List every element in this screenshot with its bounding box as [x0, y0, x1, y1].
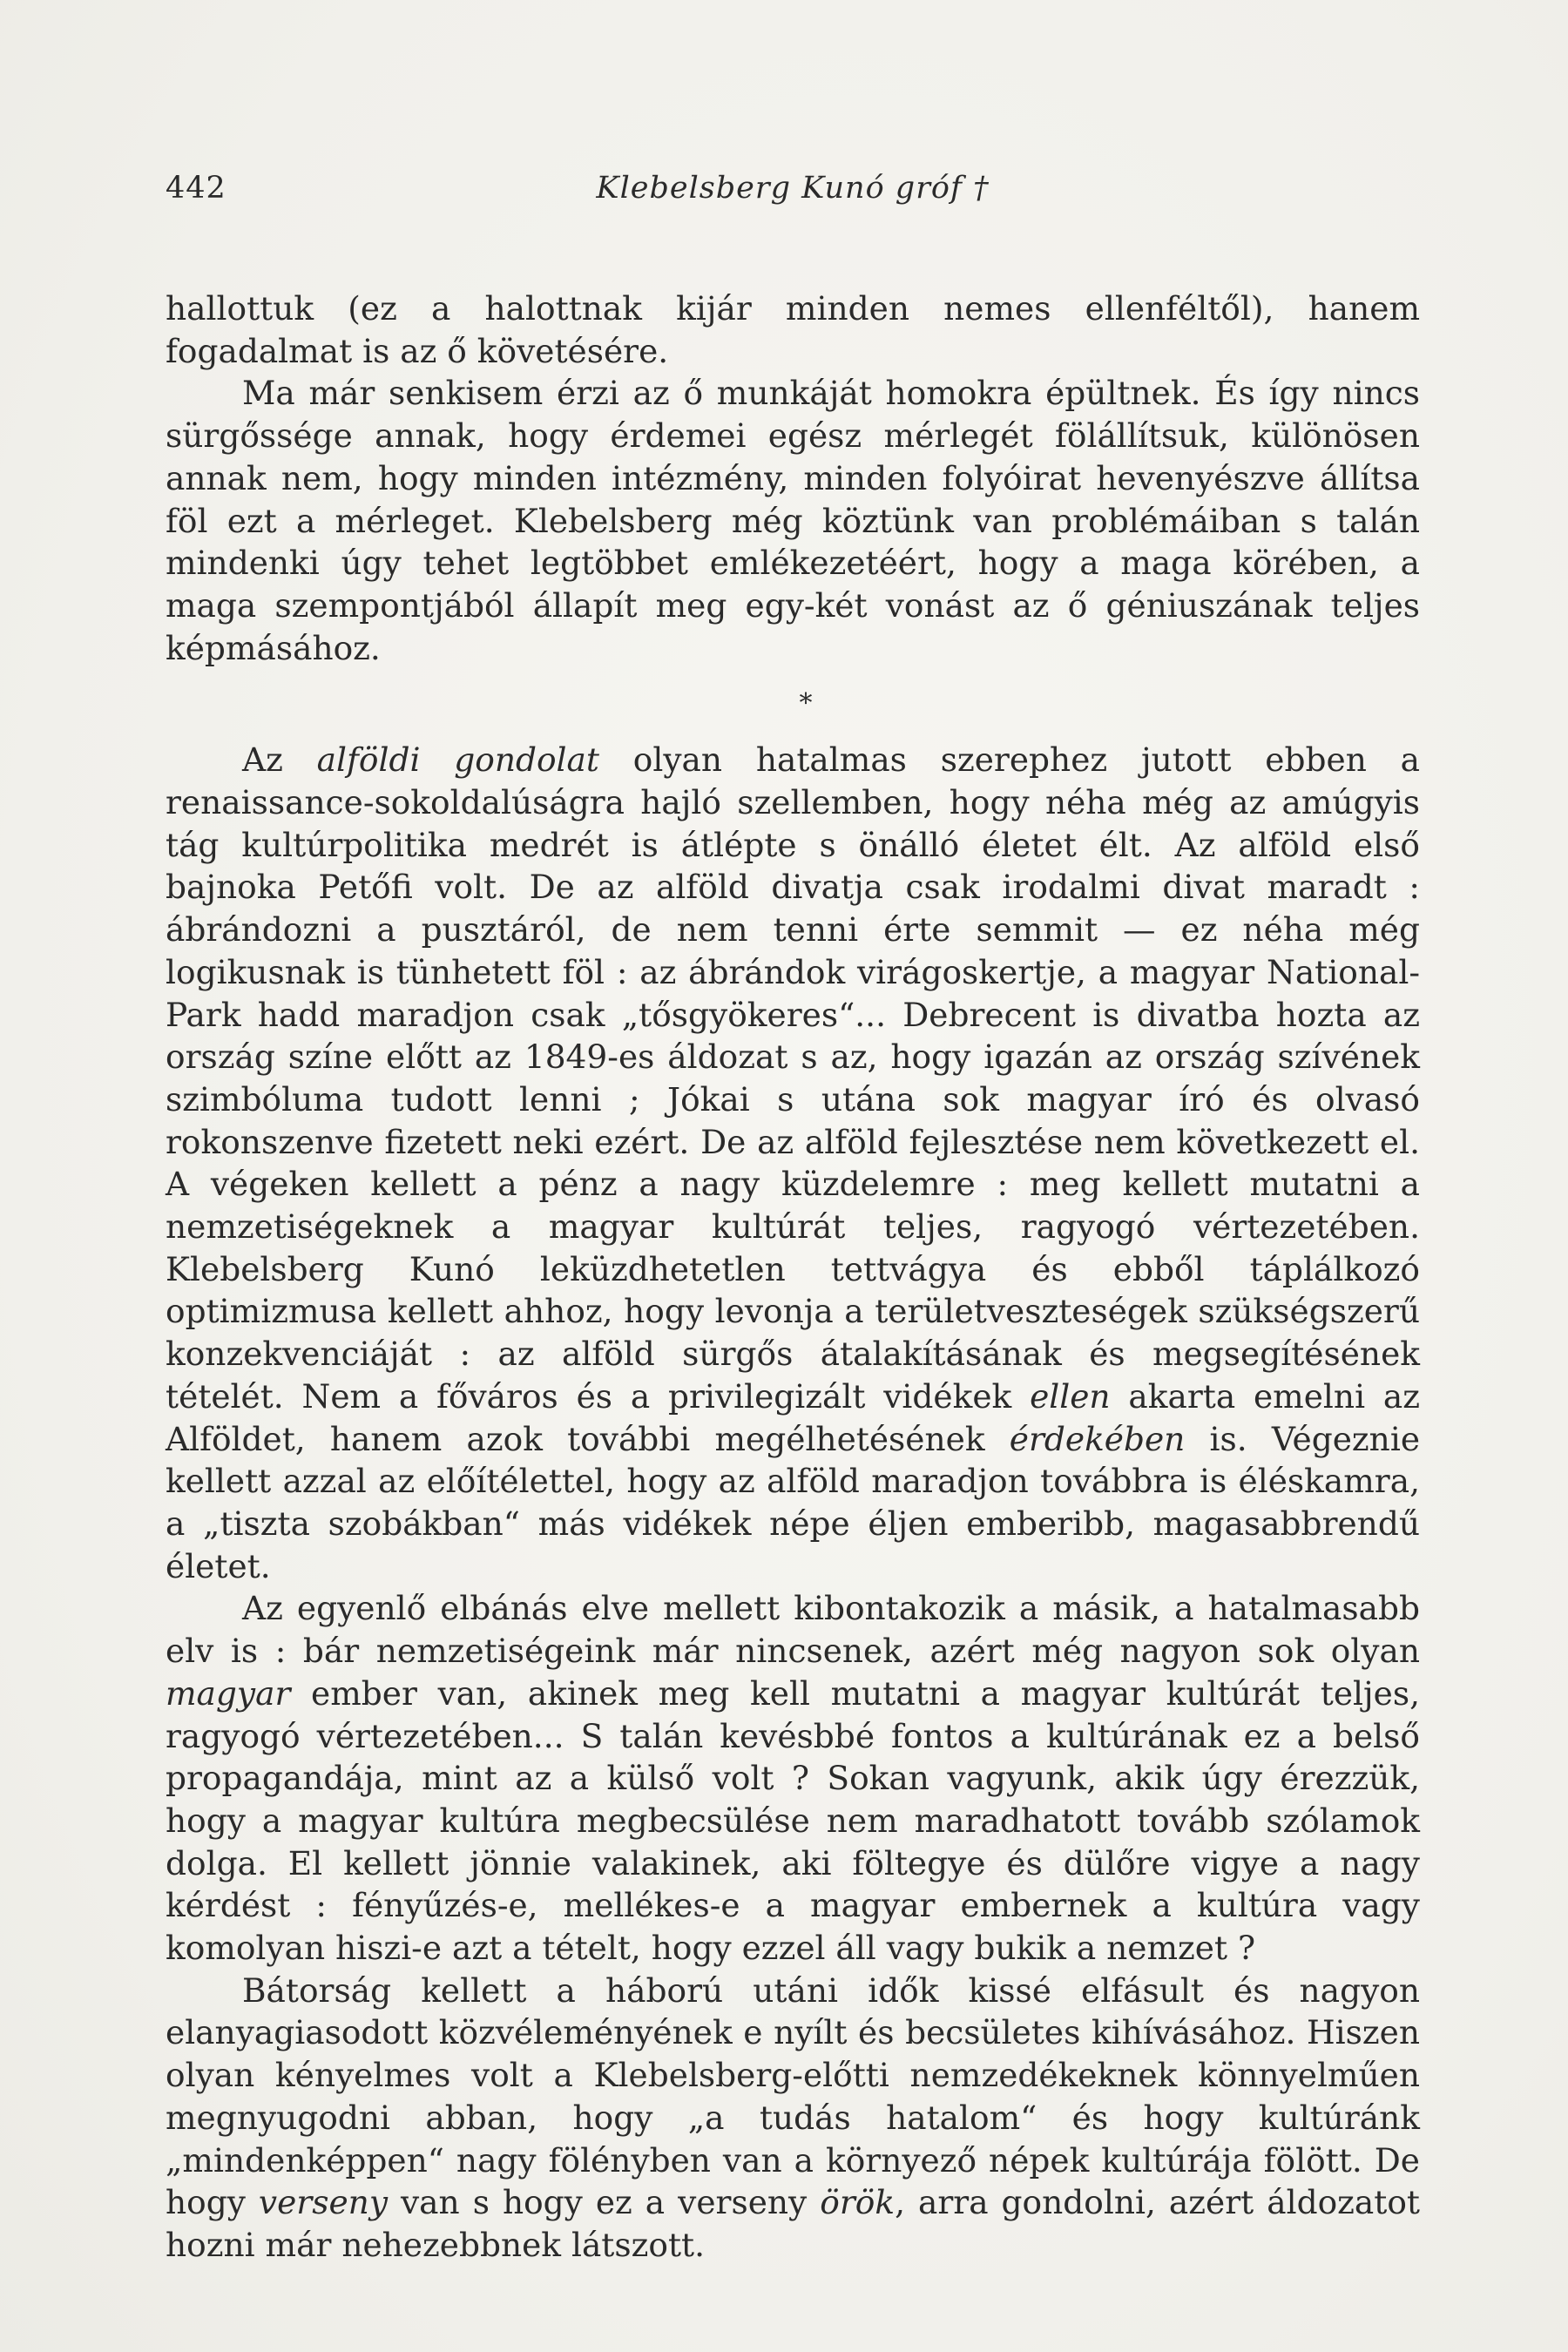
- text-run: ember van, akinek meg kell mutatni a magyar kultúrát teljes, ragyogó vértezetében... S talán kevésbbé fontos a kultúrának ez a belső propagandája, mint az a külső volt ? Sokan vagyunk, akik úgy érezzük, hogy a magyar kultúra megbecsülése nem maradhatott tovább szólamok dolga. El kellett jönnie valakinek, aki föltegye és dülőre vigye a nagy kérdést : fényűzés-e, mellékes-e a magyar embernek a kultúra vagy komolyan hiszi-e azt a tételt, hogy ezzel áll vagy bukik a nemzet ?: [166, 1673, 1420, 1968]
- text-run: is. Végeznie kellett azzal az előítélettel, hogy az alföld maradjon továbbra is éléskamra, a „tiszta szobákban“ más vidékek népe éljen emberibb, magasabbrendű életet.: [166, 1419, 1421, 1585]
- italic-emphasis: magyar: [166, 1673, 291, 1713]
- section-break-asterisk: *: [799, 688, 813, 720]
- text-run: Az: [242, 740, 317, 780]
- italic-emphasis: ellen: [1030, 1376, 1111, 1416]
- text-run: Az egyenlő elbánás elve mellett kibontakozik a másik, a hatalmasabb elv is : bár nemzetiségeink már nincsenek, azért még nagyon sok olyan: [166, 1589, 1420, 1671]
- text-run: Ma már senkisem érzi az ő munkáját homokra épültnek. És így nincs sürgőssége annak, hogy érdemei egész mérlegét fölállítsuk, különösen annak nem, hogy minden intézmény, minden folyóirat hevenyészve állítsa föl ezt a mérleget. Klebelsberg még köztünk van problémáiban s talán mindenki úgy tehet legtöbbet emlékezetéért, hogy a maga körében, a maga szempontjából állapít meg egy-két vonást az ő géniuszának teljes képmásához.: [166, 374, 1420, 667]
- italic-emphasis: alföldi gondolat: [316, 740, 599, 780]
- italic-emphasis: örök: [820, 2183, 896, 2222]
- text-run: olyan hatalmas szerephez jutott ebben a renaissance-sokoldalúságra hajló szellemben, hogy néha még az amúgyis tág kultúrpolitika medrét is átlépte s önálló életet élt. Az alföld első bajnoka Petőfi volt. De az alföld divatja csak irodalmi divat maradt : ábrándozni a pusztáról, de nem tenni érte semmit — ez néha még logikusnak is tünhetett föl : az ábrándok virágoskertje, a magyar National-Park hadd maradjon csak „tősgyökeres“... Debrecent is divatba hozta az ország színe előtt az 1849-es áldozat s az, hogy igazán az ország szívének szimbóluma tudott lenni ; Jókai s utána sok magyar író és olvasó rokonszenve fizetett neki ezért. De az alföld fejlesztése nem következett el. A végeken kellett a pénz a nagy küzdelemre : meg kellett mutatni a nemzetiségeknek a magyar kultúrát teljes, ragyogó vértezetében. Klebelsberg Kunó leküzdhetetlen tettvágya és ebből táplálkozó optimizmusa kellett ahhoz, hogy levonja a területveszteségek szükségszerű konzekvenciáját : az alföld sürgős átalakításának és megsegítésének tételét. Nem a főváros és a privilegizált vidékek: [166, 740, 1420, 1416]
- paragraph-1: [166, 287, 1420, 372]
- text-run: van s hogy ez a verseny: [388, 2183, 821, 2222]
- paragraph-3: [166, 739, 1420, 1587]
- text-run: akarta emelni az Alföldet, hanem azok további megélhetésének: [166, 1376, 1420, 1458]
- italic-emphasis: verseny: [258, 2183, 388, 2222]
- running-title: Klebelsberg Kunó gróf †: [596, 171, 990, 206]
- paragraph-2: [166, 372, 1420, 669]
- page-header: [166, 171, 1420, 223]
- paragraph-4: [166, 1587, 1420, 1969]
- body-text: [166, 287, 1420, 2267]
- italic-emphasis: érdekében: [1009, 1419, 1186, 1458]
- text-run: hallottuk (ez a halottnak kijár minden nemes ellenféltől), hanem fogadalmat is az ő követésére.: [166, 289, 1420, 370]
- paragraph-5: [166, 1970, 1420, 2267]
- text-run: , arra gondolni, azért áldozatot hozni már nehezebbnek látszott.: [166, 2183, 1420, 2264]
- page-number: 442: [166, 171, 226, 206]
- text-run: Bátorság kellett a háború utáni idők kissé elfásult és nagyon elanyagiasodott közvéleményének e nyílt és becsületes kihívásához. Hiszen olyan kényelmes volt a Klebelsberg-előtti nemzedékeknek könnyelműen megnyugodni abban, hogy „a tudás hatalom“ és hogy kultúránk „mindenképpen“ nagy fölényben van a környező népek kultúrája fölött. De hogy: [166, 1970, 1420, 2222]
